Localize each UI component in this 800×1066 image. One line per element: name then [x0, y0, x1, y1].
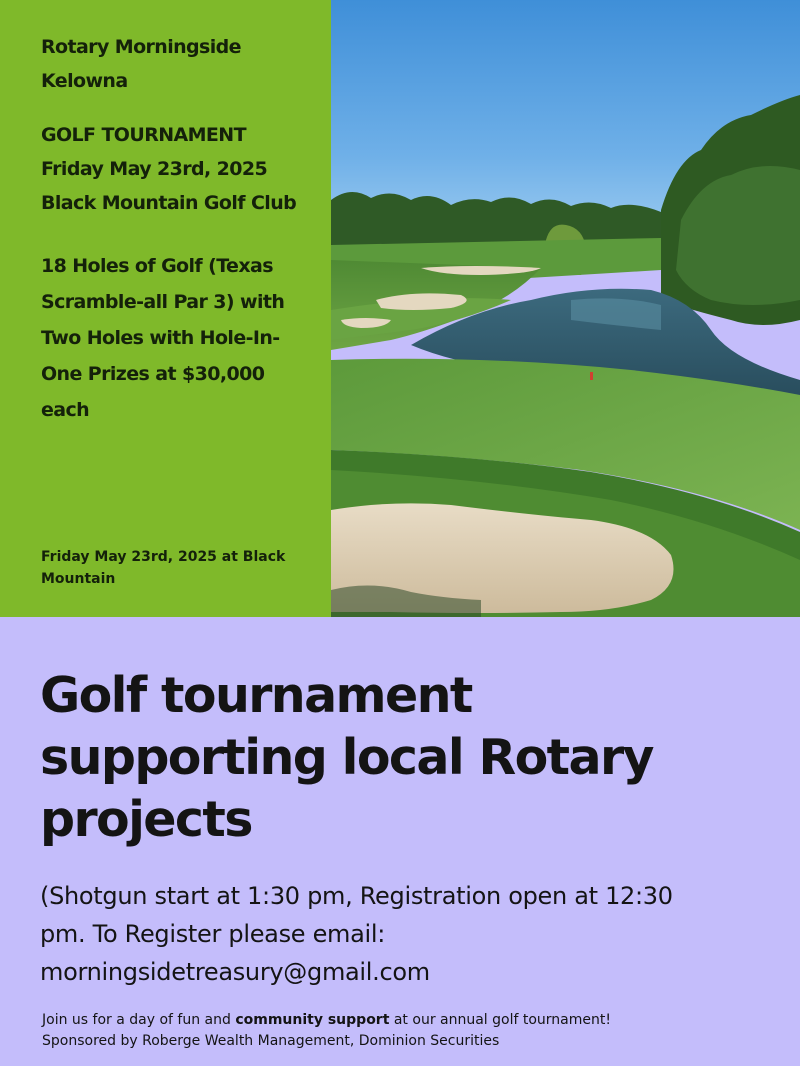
headline-line-1: Golf tournament: [40, 667, 472, 724]
headline-line-3: projects: [40, 791, 252, 848]
registration-email: morningsidetreasury@gmail.com: [40, 958, 430, 986]
invitation-text: [42, 1010, 762, 1052]
event-details: [41, 248, 311, 428]
golf-course-photo: [331, 0, 800, 617]
note-line-1: Friday May 23rd, 2025 at Black: [41, 549, 286, 565]
invitation-bold: community support: [235, 1012, 390, 1028]
event-venue: Black Mountain Golf Club: [41, 192, 297, 214]
details-line-5: each: [41, 399, 90, 421]
details-line-4: One Prizes at $30,000: [41, 363, 265, 385]
organization-line-2: Kelowna: [41, 70, 128, 92]
organization-line-1: Rotary Morningside: [41, 36, 241, 58]
invitation-part-2: at our annual golf tournament!: [389, 1012, 611, 1028]
info-panel: [0, 0, 331, 617]
headline-line-2: supporting local Rotary: [40, 729, 653, 786]
bottom-section: [0, 617, 800, 1066]
note-line-2: Mountain: [41, 571, 116, 587]
organization-name: [41, 30, 311, 98]
headline: [40, 665, 760, 851]
sponsor-line: Sponsored by Roberge Wealth Management, Dominion Securities: [42, 1033, 500, 1049]
event-date: Friday May 23rd, 2025: [41, 158, 268, 180]
registration-info: [40, 877, 760, 991]
invitation-line: [42, 1010, 762, 1031]
event-summary: [41, 118, 311, 220]
details-line-3: Two Holes with Hole-In-: [41, 327, 280, 349]
details-line-2: Scramble-all Par 3) with: [41, 291, 285, 313]
info-line-1: (Shotgun start at 1:30 pm, Registration open at 12:30: [40, 882, 673, 910]
date-venue-note: [41, 546, 311, 590]
invitation-part-1: Join us for a day of fun and: [42, 1012, 236, 1028]
event-title: GOLF TOURNAMENT: [41, 124, 246, 146]
details-line-1: 18 Holes of Golf (Texas: [41, 255, 273, 277]
info-line-2: pm. To Register please email:: [40, 920, 386, 948]
